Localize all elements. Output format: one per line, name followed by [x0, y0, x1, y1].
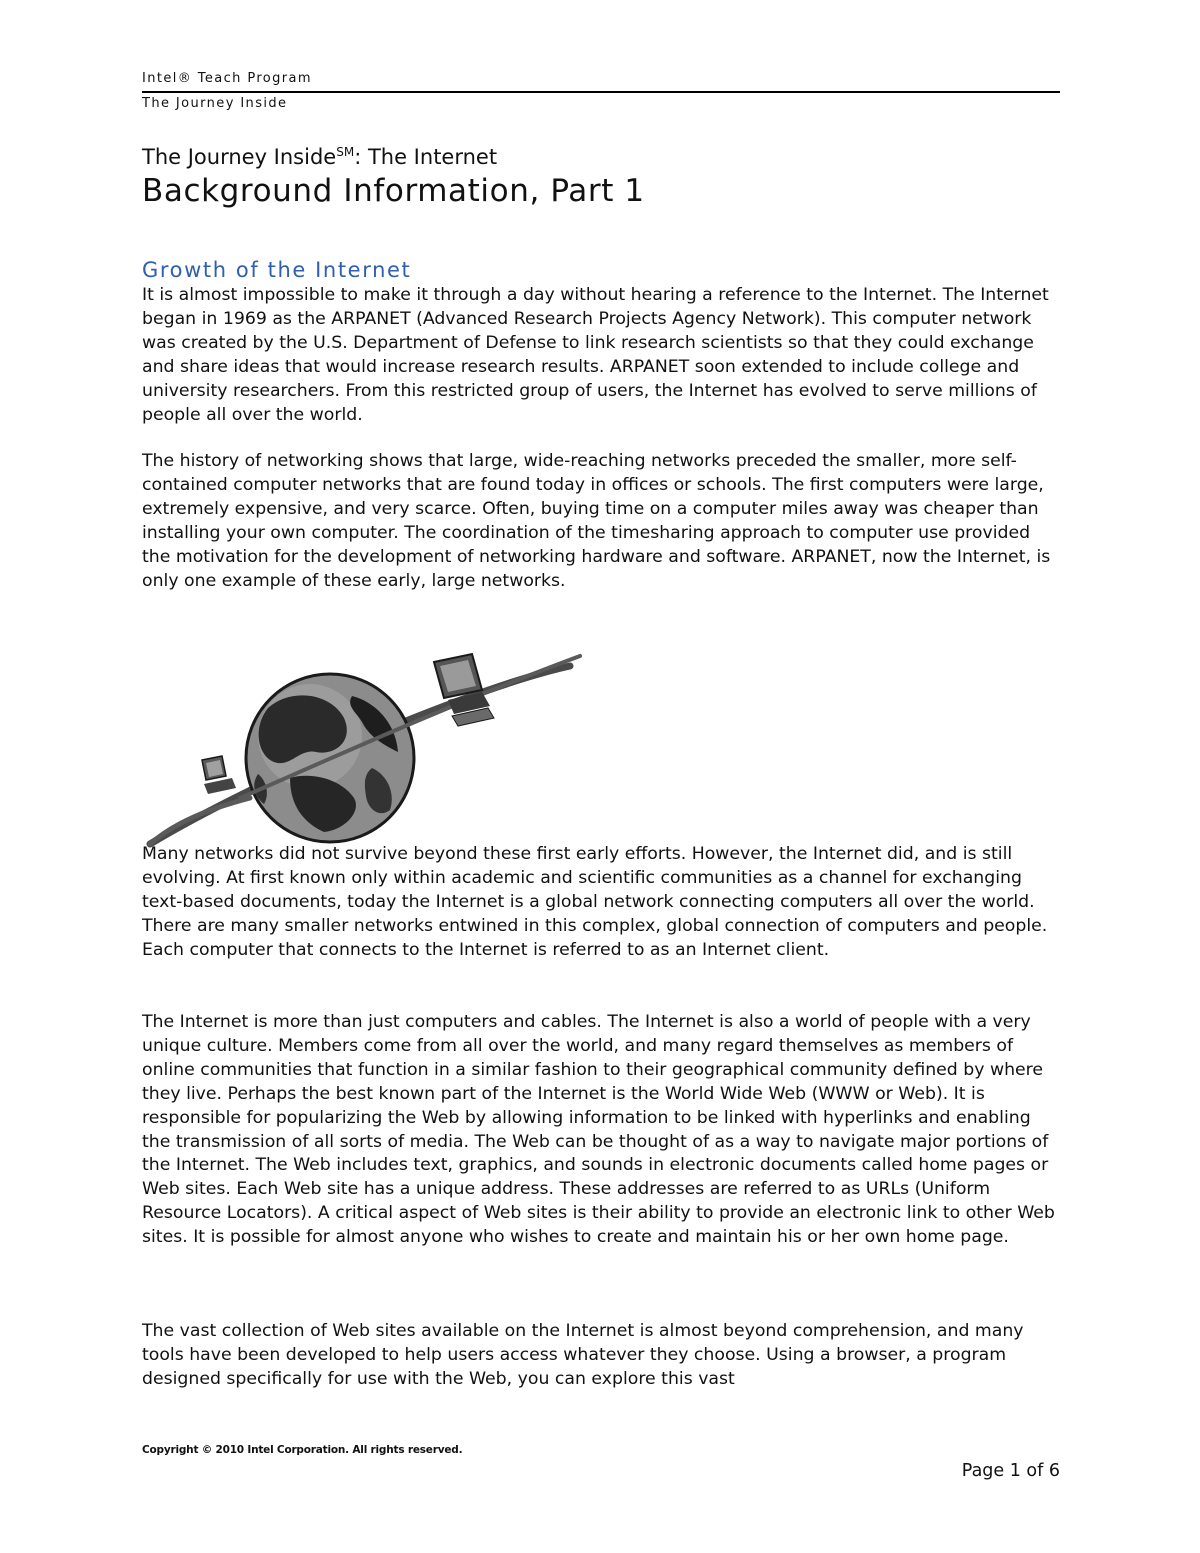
document-subtitle: Background Information, Part 1 [142, 173, 645, 209]
page-number: Page 1 of 6 [961, 1461, 1060, 1481]
header-program: Intel® Teach Program [142, 70, 1060, 93]
paragraph-4: The Internet is more than just computers and cables. The Internet is also a world of people with a very unique culture. Members come from all over the world, and many regard themselves as members of online communities that function in a similar fashion to their geographical community defined by where they live. Perhaps the best known part of the Internet is the World Wide Web (WWW or Web). It is responsible for popularizing the Web by allowing information to be linked with hyperlinks and enabling the transmission of all sorts of media. The Web can be thought of as a way to navigate major portions of the Internet. The Web includes text, graphics, and sounds in electronic documents called home pages or Web sites. Each Web site has a unique address. These addresses are referred to as URLs (Uniform Resource Locators). A critical aspect of Web sites is their ability to provide an electronic link to other Web sites. It is possible for almost anyone who wishes to create and maintain his or her own home page. [142, 1012, 1055, 1248]
service-mark: SM [336, 145, 355, 159]
title-main: The Journey Inside [142, 145, 337, 169]
document-title [142, 143, 497, 171]
title-suffix: : The Internet [354, 145, 498, 169]
paragraph-3: Many networks did not survive beyond these first early efforts. However, the Internet did, and is still evolving. At first known only within academic and scientific communities as a channel for exchanging text-based documents, today the Internet is a global network connecting computers all over the world. There are many smaller networks entwined in this complex, global connection of computers and people. Each computer that connects to the Internet is referred to as an Internet client. [142, 844, 1048, 960]
page-header [142, 70, 1060, 113]
paragraph-1: It is almost impossible to make it through a day without hearing a reference to the Internet. The Internet began in 1969 as the ARPANET (Advanced Research Projects Agency Network). This computer network was created by the U.S. Department of Defense to link research scientists so that they could exchange and share ideas that would increase research results. ARPANET soon extended to include college and university researchers. From this restricted group of users, the Internet has evolved to serve millions of people all over the world. [142, 285, 1049, 425]
paragraph-5: The vast collection of Web sites available on the Internet is almost beyond comprehension, and many tools have been developed to help users access whatever they choose. Using a browser, a program designed specifically for use with the Web, you can explore this vast [142, 1321, 1024, 1389]
paragraph-2: The history of networking shows that large, wide-reaching networks preceded the smaller, more self-contained computer networks that are found today in offices or schools. The first computers were large, extremely expensive, and very scarce. Often, buying time on a computer miles away was cheaper than installing your own computer. The coordination of the timesharing approach to computer use provided the motivation for the development of networking hardware and software. ARPANET, now the Internet, is only one example of these early, large networks. [142, 451, 1051, 591]
laptop-computer-icon [202, 756, 236, 794]
section-heading: Growth of the Internet [142, 258, 412, 282]
header-unit: The Journey Inside [142, 96, 288, 111]
footer-copyright: Copyright © 2010 Intel Corporation. All rights reserved. [142, 1444, 463, 1456]
globe-with-computers-icon [140, 648, 600, 848]
